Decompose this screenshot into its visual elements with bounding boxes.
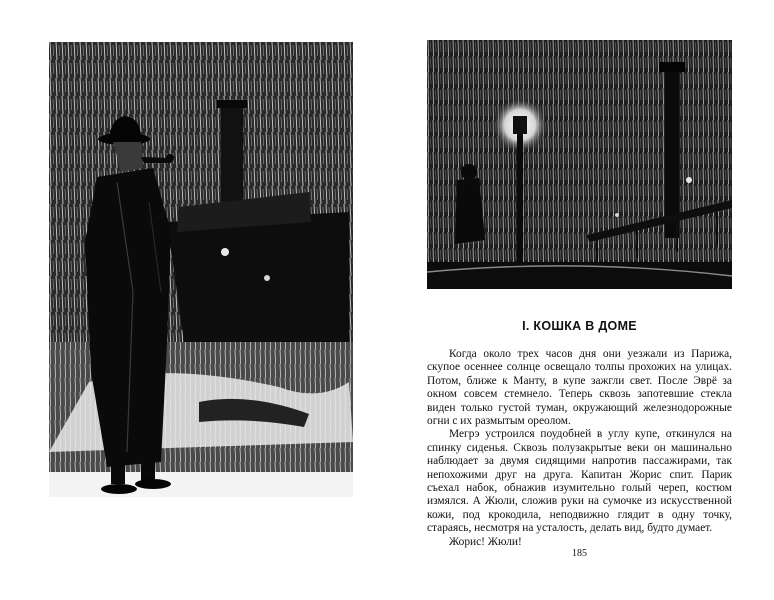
left-illustration <box>49 42 353 497</box>
paragraph: Мегрэ устроился поудобней в углу купе, откинулся на спинку сиденья. Сквозь полузакрытые веки он машинально наблюдает за двумя сидящими напротив пассажирами, так непохожими друг на друга. Капитан Жорис спит. Парик съехал набок, обнажив изумительно голый череп, костюм измялся. А Жюли, сложив руки на сумочке из искусственной кожи, под крокодила, неподвижно глядит в одну точку, стараясь, несмотря на усталость, делать вид, будто думает. <box>427 428 732 535</box>
harbor-lamp-image <box>427 40 732 289</box>
chapter-body <box>427 348 732 549</box>
paragraph: Когда около трех часов дня они уезжали из Парижа, скупое осеннее солнце освещало толпы прохожих на улицах. Потом, ближе к Манту, в купе зажгли свет. После Эврё за окном совсем стемнело. Теперь сквозь запотевшие стекла виден только густой туман, окружающий железнодорожные огни с их размытым ореолом. <box>427 348 732 428</box>
page-number: 185 <box>572 548 587 559</box>
right-illustration <box>427 40 732 289</box>
man-on-quay-image <box>49 42 353 497</box>
paragraph: Жорис! Жюли! <box>449 535 522 548</box>
chapter-title: I. КОШКА В ДОМЕ <box>522 319 637 333</box>
